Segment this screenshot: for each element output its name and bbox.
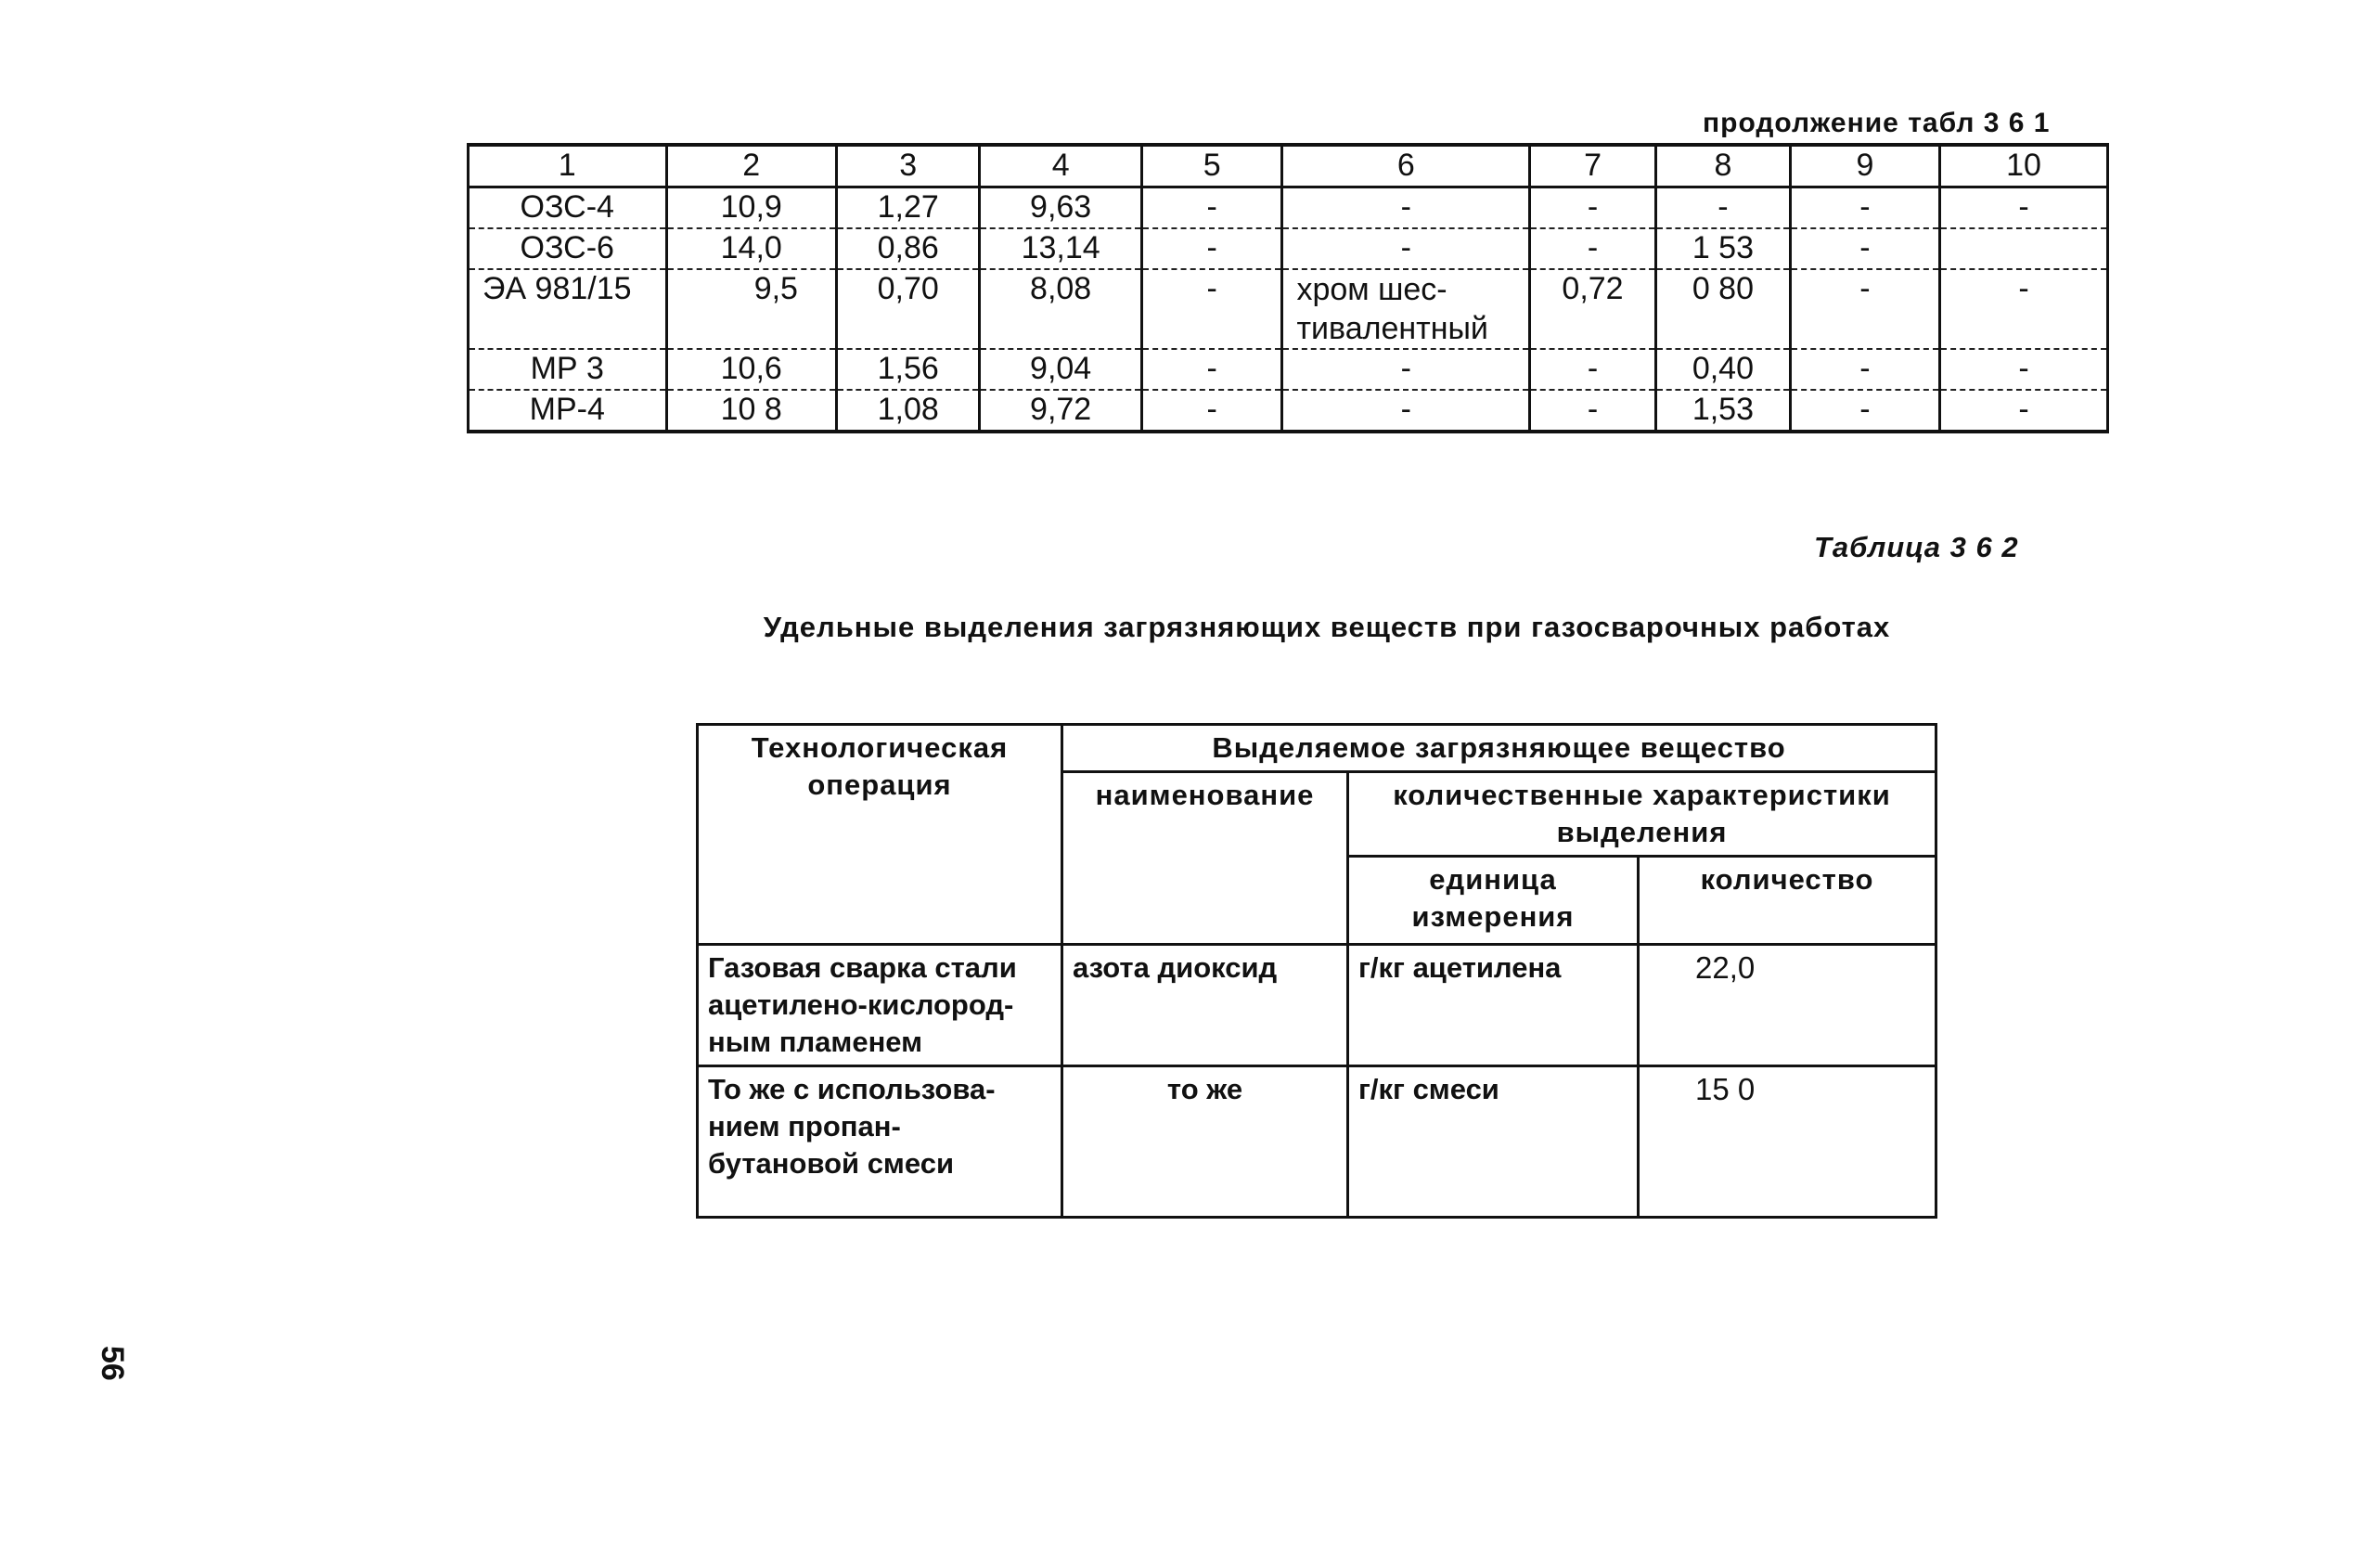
header-unit: единица измерения xyxy=(1348,857,1639,945)
table-cell: - xyxy=(1939,269,2107,349)
table-3-6-2 xyxy=(696,723,1937,1219)
column-header: 1 xyxy=(469,145,667,187)
table-cell: - xyxy=(1790,269,1939,349)
table-cell xyxy=(1939,228,2107,269)
table-cell: - xyxy=(1530,187,1656,229)
table-cell: ЭА 981/15 xyxy=(469,269,667,349)
table-row xyxy=(698,945,1936,1066)
table-header-row xyxy=(469,145,2108,187)
table-cell: 9,63 xyxy=(980,187,1141,229)
table-cell: 9,5 xyxy=(666,269,836,349)
table-cell: 9,04 xyxy=(980,349,1141,390)
column-header: 5 xyxy=(1141,145,1282,187)
table-cell: - xyxy=(1282,349,1530,390)
table-row xyxy=(698,1066,1936,1218)
table-cell: - xyxy=(1939,390,2107,432)
table-cell: - xyxy=(1141,390,1282,432)
table-row xyxy=(469,390,2108,432)
table-row xyxy=(469,269,2108,349)
column-header: 7 xyxy=(1530,145,1656,187)
table-row xyxy=(469,349,2108,390)
table-cell: 0,40 xyxy=(1655,349,1790,390)
table-cell: 10 8 xyxy=(666,390,836,432)
table-cell: хром шес- тивалентный xyxy=(1282,269,1530,349)
table-cell: - xyxy=(1141,349,1282,390)
table-cell: - xyxy=(1790,228,1939,269)
cell-operation: Газовая сварка стали ацетилено-кислород-ным пламенем xyxy=(698,945,1062,1066)
table-cell: - xyxy=(1939,349,2107,390)
header-operation: Технологическая операция xyxy=(698,725,1062,945)
table-cell: 10,6 xyxy=(666,349,836,390)
table-cell: 1,53 xyxy=(1655,390,1790,432)
table-cell: - xyxy=(1141,228,1282,269)
table-cell: 13,14 xyxy=(980,228,1141,269)
table-cell: - xyxy=(1282,228,1530,269)
table-cell: МР 3 xyxy=(469,349,667,390)
table-cell: 1,08 xyxy=(836,390,979,432)
table-cell: - xyxy=(1790,349,1939,390)
table-cell: 14,0 xyxy=(666,228,836,269)
table-cell: - xyxy=(1141,269,1282,349)
table-cell: 1,56 xyxy=(836,349,979,390)
header-name: наименование xyxy=(1062,772,1348,945)
header-amount: количество xyxy=(1639,857,1936,945)
table-cell: - xyxy=(1939,187,2107,229)
cell-amount: 22,0 xyxy=(1639,945,1936,1066)
cell-amount: 15 0 xyxy=(1639,1066,1936,1218)
header-substance: Выделяемое загрязняющее вещество xyxy=(1062,725,1936,772)
column-header: 6 xyxy=(1282,145,1530,187)
table-cell: - xyxy=(1790,390,1939,432)
column-header: 10 xyxy=(1939,145,2107,187)
table-cell: - xyxy=(1530,349,1656,390)
cell-unit: г/кг ацетилена xyxy=(1348,945,1639,1066)
column-header: 8 xyxy=(1655,145,1790,187)
table-row xyxy=(469,228,2108,269)
table-cell: ОЗС-4 xyxy=(469,187,667,229)
table-3-6-1 xyxy=(467,143,2109,433)
table-cell: - xyxy=(1282,187,1530,229)
cell-operation: То же с использова-нием пропан- бутановой смеси xyxy=(698,1066,1062,1218)
table-cell: МР-4 xyxy=(469,390,667,432)
table-cell: 0,70 xyxy=(836,269,979,349)
table-cell: 9,72 xyxy=(980,390,1141,432)
table-title: Удельные выделения загрязняющих веществ при газосварочных работах xyxy=(763,611,1891,643)
header-quantitative: количественные характеристики выделения xyxy=(1348,772,1936,857)
table-cell: - xyxy=(1530,228,1656,269)
table-label: Таблица 3 6 2 xyxy=(1814,531,2019,563)
table-cell: - xyxy=(1530,390,1656,432)
column-header: 4 xyxy=(980,145,1141,187)
table-cell: - xyxy=(1282,390,1530,432)
table-cell: - xyxy=(1790,187,1939,229)
header-row xyxy=(698,725,1936,772)
table-cell: 1,27 xyxy=(836,187,979,229)
column-header: 2 xyxy=(666,145,836,187)
cell-name: азота диоксид xyxy=(1062,945,1348,1066)
cell-unit: г/кг смеси xyxy=(1348,1066,1639,1218)
table-cell: 0,72 xyxy=(1530,269,1656,349)
continuation-caption: продолжение табл 3 6 1 xyxy=(1703,108,2051,138)
table-cell: - xyxy=(1141,187,1282,229)
table-cell: ОЗС-6 xyxy=(469,228,667,269)
table-cell: - xyxy=(1655,187,1790,229)
table-cell: 1 53 xyxy=(1655,228,1790,269)
page-number: 56 xyxy=(95,1346,130,1381)
table-cell: 0,86 xyxy=(836,228,979,269)
table-cell: 0 80 xyxy=(1655,269,1790,349)
table-row xyxy=(469,187,2108,229)
table-cell: 8,08 xyxy=(980,269,1141,349)
table-cell: 10,9 xyxy=(666,187,836,229)
cell-name: то же xyxy=(1062,1066,1348,1218)
column-header: 9 xyxy=(1790,145,1939,187)
column-header: 3 xyxy=(836,145,979,187)
